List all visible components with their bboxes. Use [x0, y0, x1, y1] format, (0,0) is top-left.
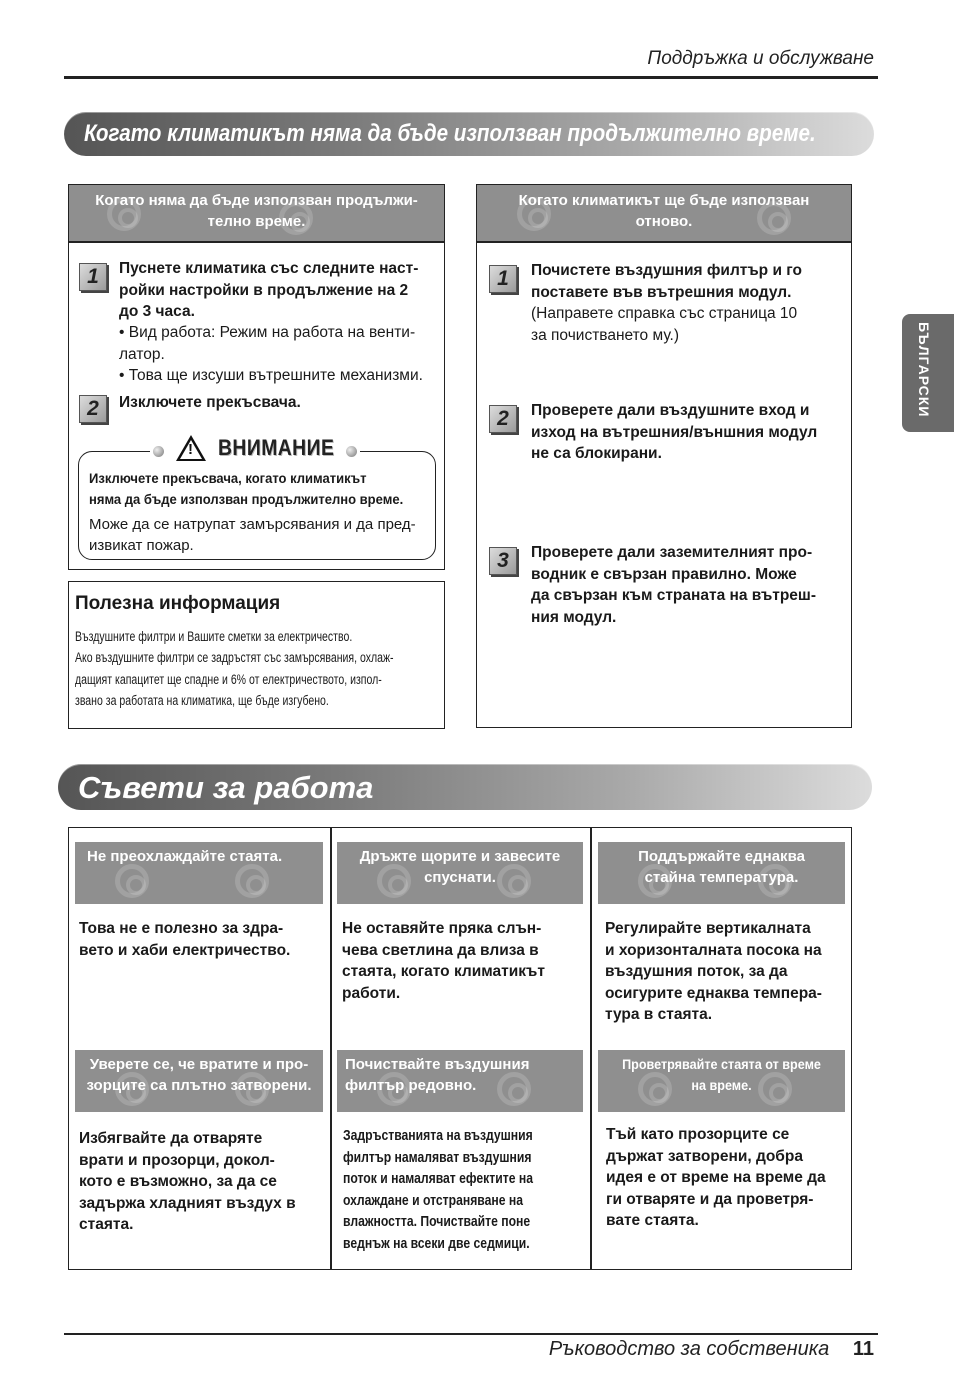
step1-instruction: Пуснете климатика със следните наст- ройки настройки в продължение на 2 до 3 часа. — [119, 260, 419, 320]
tip-header: Уверете се, че вратите и про- зорците са плътно затворени. — [75, 1050, 323, 1112]
box-header-text: Когато няма да бъде използван продължи- телно време. — [95, 192, 418, 230]
tips-grid — [68, 827, 852, 1270]
tip-body: Задръстванията на въздушния филтър намаляват въздушния поток и намаляват ефектите на охлаждане и отстраняване на влажността. Почиствайте поне веднъж на всеки две седмици. — [343, 1128, 533, 1252]
info-line: Въздушните филтри и Вашите сметки за електричество. — [75, 629, 353, 644]
tip-body: Избягвайте да отваряте врати и прозорци, докол- кото е възможно, за да се задържа хладният въздух в стаята. — [79, 1130, 296, 1233]
tip-body: Това не е полезно за здра- вето и хаби електричество. — [79, 920, 291, 959]
box-header — [477, 185, 851, 241]
tip-body: Регулирайте вертикалната и хоризонталната посока на въздушния поток, за да осигурите еднаква темпера- тура в стаята. — [605, 920, 822, 1023]
step-number-3: 3 — [489, 547, 517, 575]
manual-title: Ръководство за собственика — [548, 1338, 830, 1360]
right-procedure-box — [476, 184, 852, 728]
useful-info-box — [68, 581, 445, 729]
step-number-2: 2 — [79, 395, 107, 423]
caution-word: ВНИМАНИЕ — [218, 435, 335, 460]
step2-instruction: Изключете прекъсвача. — [119, 394, 301, 411]
step1-bullet: • Това ще изсуши вътрешните механизми. — [119, 367, 423, 384]
step2-instruction: Проверете дали въздушните вход и изход на вътрешния/външния модул не са блокирани. — [531, 402, 818, 462]
column-divider — [330, 828, 332, 1269]
box-header-text: Когато климатикът ще бъде използван отново. — [518, 192, 810, 230]
tip-body: Тъй като прозорците се държат затворени, добра идея е от време на време да ги отваряте и да проветря- вате стаята. — [606, 1126, 826, 1229]
tip-header: Дръжте щорите и завесите спуснати. — [337, 842, 583, 904]
step3-instruction: Проверете дали заземителният про- водник е свързан правилно. Може да свързан към страната на вътреш- ния модул. — [531, 544, 817, 626]
info-paragraph: Ако въздушните филтри се задръстят със замърсявания, охлаж- дащият капацитет ще спадне и 6% от електричеството, изпол- звано за работата на климатика, ще бъде изгубено. — [75, 650, 394, 708]
step-number-1: 1 — [489, 265, 517, 293]
language-tab — [902, 314, 954, 432]
language-tab-label: БЪЛГАРСКИ — [916, 322, 932, 418]
footer-rule — [64, 1333, 878, 1335]
tip-header: Не преохлаждайте стаята. — [75, 842, 323, 904]
tip-header: Проветрявайте стаята от време на време. — [598, 1050, 845, 1112]
caution-text: Може да се натрупат замърсявания и да пред- извикат пожар. — [89, 516, 416, 554]
caution-heading — [150, 435, 360, 465]
section-banner-long-storage — [64, 112, 874, 156]
page-number: 11 — [852, 1338, 874, 1360]
step-number-1: 1 — [79, 263, 107, 291]
tip-body: Не оставяйте пряка слън- чева светлина да влиза в стаята, когато климатикът работи. — [342, 920, 545, 1002]
running-header: Поддръжка и обслужване — [647, 48, 874, 69]
running-footer — [549, 1338, 874, 1361]
box-header — [69, 185, 444, 241]
bullet-dot-icon — [153, 446, 164, 457]
step-number-2: 2 — [489, 405, 517, 433]
caution-box — [78, 451, 436, 560]
header-rule — [64, 76, 878, 79]
section-title: Когато климатикът няма да бъде използван продължително време. — [84, 120, 816, 147]
tip-header: Почиствайте въздушния филтър редовно. — [337, 1050, 583, 1112]
caution-bold-text: Изключете прекъсвача, когато климатикът няма да бъде използван продължително време. — [89, 470, 404, 507]
info-title: Полезна информация — [75, 593, 281, 614]
tip-header: Поддържайте еднаква стайна температура. — [598, 842, 845, 904]
section-banner-tips — [58, 764, 872, 810]
step1-note: (Направете справка със страница 10 за почистването му.) — [531, 305, 798, 344]
exclamation-icon: ! — [188, 441, 193, 458]
step1-instruction: Почистете въздушния филтър и го поставете във вътрешния модул. — [531, 262, 803, 301]
bullet-dot-icon — [346, 446, 357, 457]
step1-bullet: • Вид работа: Режим на работа на венти- латор. — [119, 324, 416, 363]
section-title: Съвети за работа — [78, 770, 374, 805]
